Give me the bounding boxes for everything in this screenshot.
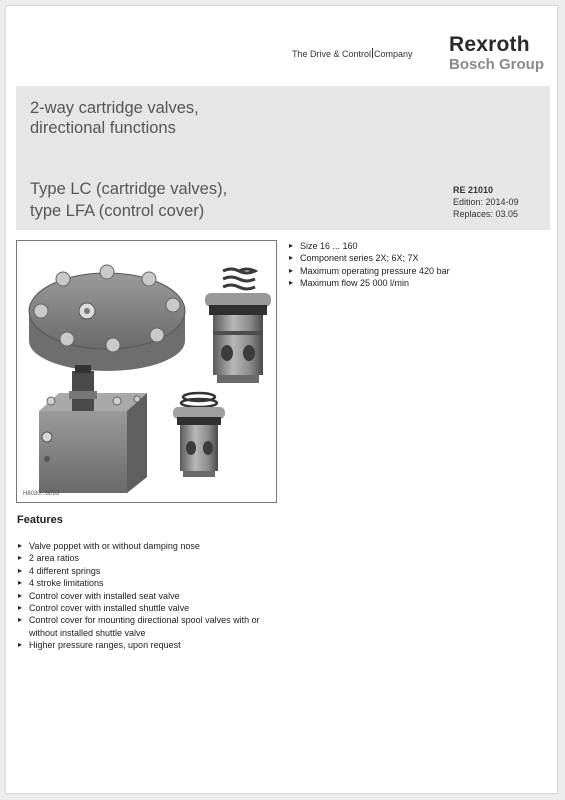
document-meta: [453, 184, 519, 220]
feature-item: ▸ 4 stroke limitations: [17, 577, 287, 589]
spec-item: ▸ Maximum flow 25 000 l/min: [288, 277, 548, 289]
features-list: [17, 540, 287, 652]
spec-list: [288, 240, 548, 290]
feature-item: ▸ Higher pressure ranges, upon request: [17, 639, 287, 651]
product-photo: [16, 240, 277, 503]
feature-item: ▸ Control cover with installed shuttle valve: [17, 602, 287, 614]
brand-name: Rexroth: [449, 33, 530, 56]
spec-item: ▸ Component series 2X; 6X; 7X: [288, 252, 548, 264]
re-number: RE 21010: [453, 185, 494, 195]
brand-group: Bosch Group: [449, 56, 545, 73]
replaces: Replaces: 03.05: [453, 209, 519, 219]
title-box: [16, 86, 550, 230]
photo-id: H8030...8033: [23, 491, 60, 497]
cartridge-small: [173, 393, 225, 477]
cartridge-with-spring: [205, 269, 271, 383]
feature-item: ▸ Control cover for mounting directional spool valves with or without installed shuttle valve: [17, 614, 287, 639]
round-control-cover: [29, 265, 185, 371]
features-heading: Features: [17, 514, 63, 526]
feature-item: ▸ 4 different springs: [17, 565, 287, 577]
feature-item: ▸ 2 area ratios: [17, 552, 287, 564]
edition: Edition: 2014-09: [453, 197, 519, 207]
feature-item: ▸ Control cover with installed seat valve: [17, 590, 287, 602]
rexroth-logo: [449, 34, 544, 72]
datasheet-page: [5, 5, 558, 794]
square-control-cover: [39, 365, 147, 493]
spec-item: ▸ Maximum operating pressure 420 bar: [288, 265, 548, 277]
feature-item: ▸ Valve poppet with or without damping nose: [17, 540, 287, 552]
valve-illustration: [17, 241, 277, 503]
company-tagline: The Drive & Control Company: [292, 49, 413, 59]
document-subtitle: Type LC (cartridge valves), type LFA (control cover): [30, 180, 228, 220]
spec-item: ▸ Size 16 ... 160: [288, 240, 548, 252]
document-title: 2-way cartridge valves, directional functions: [30, 99, 199, 137]
